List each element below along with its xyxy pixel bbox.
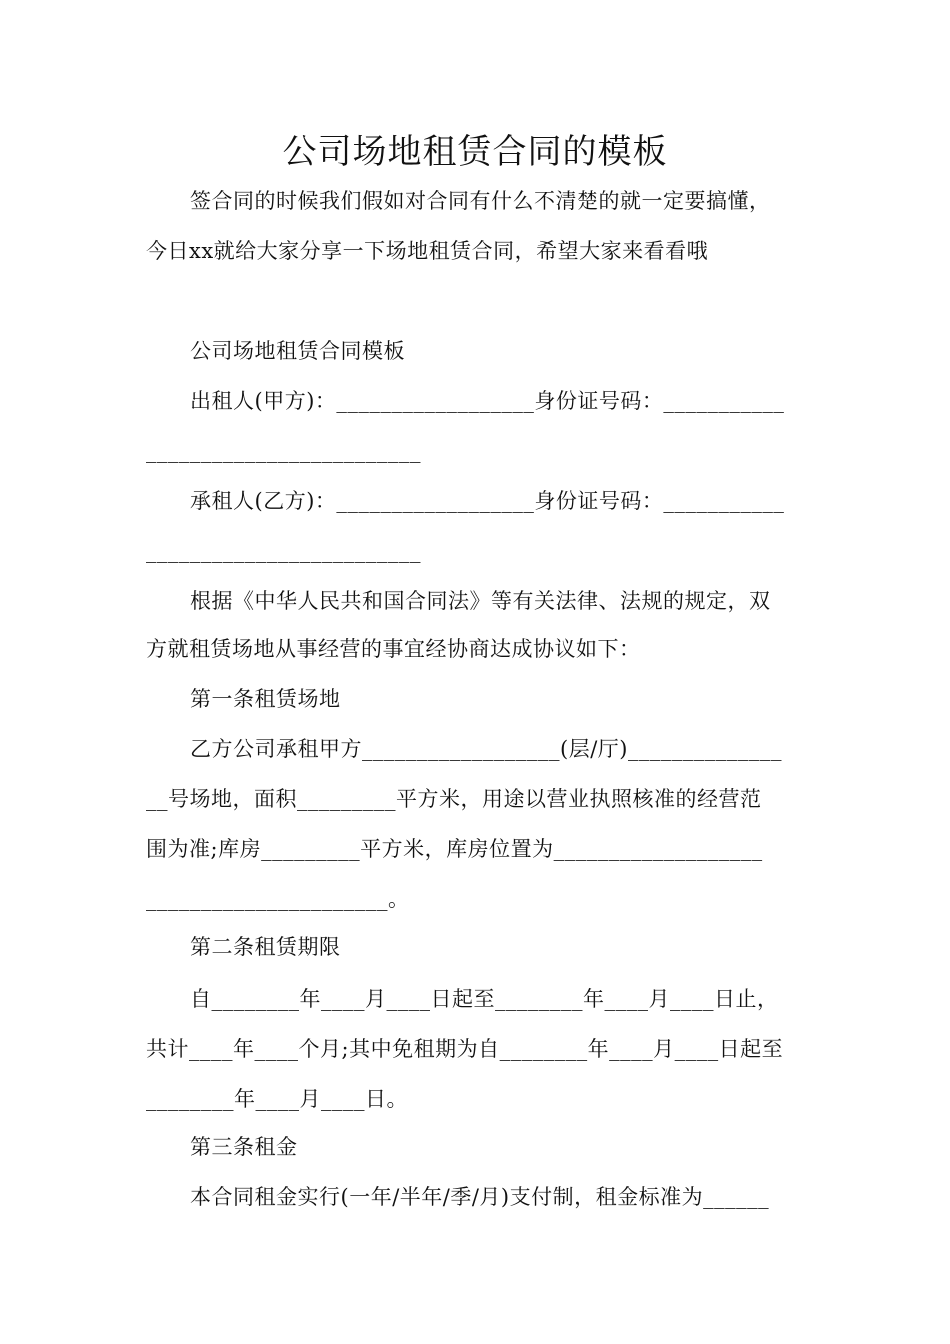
lessor-line: 出租人(甲方)：__________________身份证号码：___________ <box>190 389 785 413</box>
intro-line-2: 今日xx就给大家分享一下场地租赁合同，希望大家来看看哦 <box>146 239 709 263</box>
article-1-heading: 第一条租赁场地 <box>190 687 341 711</box>
article-1-line: 乙方公司承租甲方__________________(层/厅)______________ <box>190 737 782 761</box>
article-2-heading: 第二条租赁期限 <box>190 935 341 959</box>
intro-line-1: 签合同的时候我们假如对合同有什么不清楚的就一定要搞懂， <box>190 189 771 213</box>
article-1-line: 围为准;库房_________平方米，库房位置为___________________ <box>146 837 763 861</box>
legal-basis-line-2: 方就租赁场地从事经营的事宜经协商达成协议如下： <box>146 637 641 661</box>
article-1-line: ______________________。 <box>146 887 410 911</box>
lessor-line-continued: _________________________ <box>146 439 421 463</box>
lessee-line-continued: _________________________ <box>146 539 421 563</box>
lessee-line: 承租人(乙方)：__________________身份证号码：___________ <box>190 489 785 513</box>
article-2-line: 自________年____月____日起至________年____月____日止， <box>190 987 779 1011</box>
article-3-line: 本合同租金实行(一年/半年/季/月)支付制，租金标准为______ <box>190 1185 770 1209</box>
contract-subtitle: 公司场地租赁合同模板 <box>190 339 405 363</box>
article-3-heading: 第三条租金 <box>190 1135 298 1159</box>
document-title: 公司场地租赁合同的模板 <box>282 132 668 172</box>
article-1-line: __号场地，面积_________平方米，用途以营业执照核准的经营范 <box>146 787 762 811</box>
legal-basis-line-1: 根据《中华人民共和国合同法》等有关法律、法规的规定，双 <box>190 589 771 613</box>
article-2-line: ________年____月____日。 <box>146 1087 408 1111</box>
article-2-line: 共计____年____个月;其中免租期为自________年____月____日起至 <box>146 1037 784 1061</box>
